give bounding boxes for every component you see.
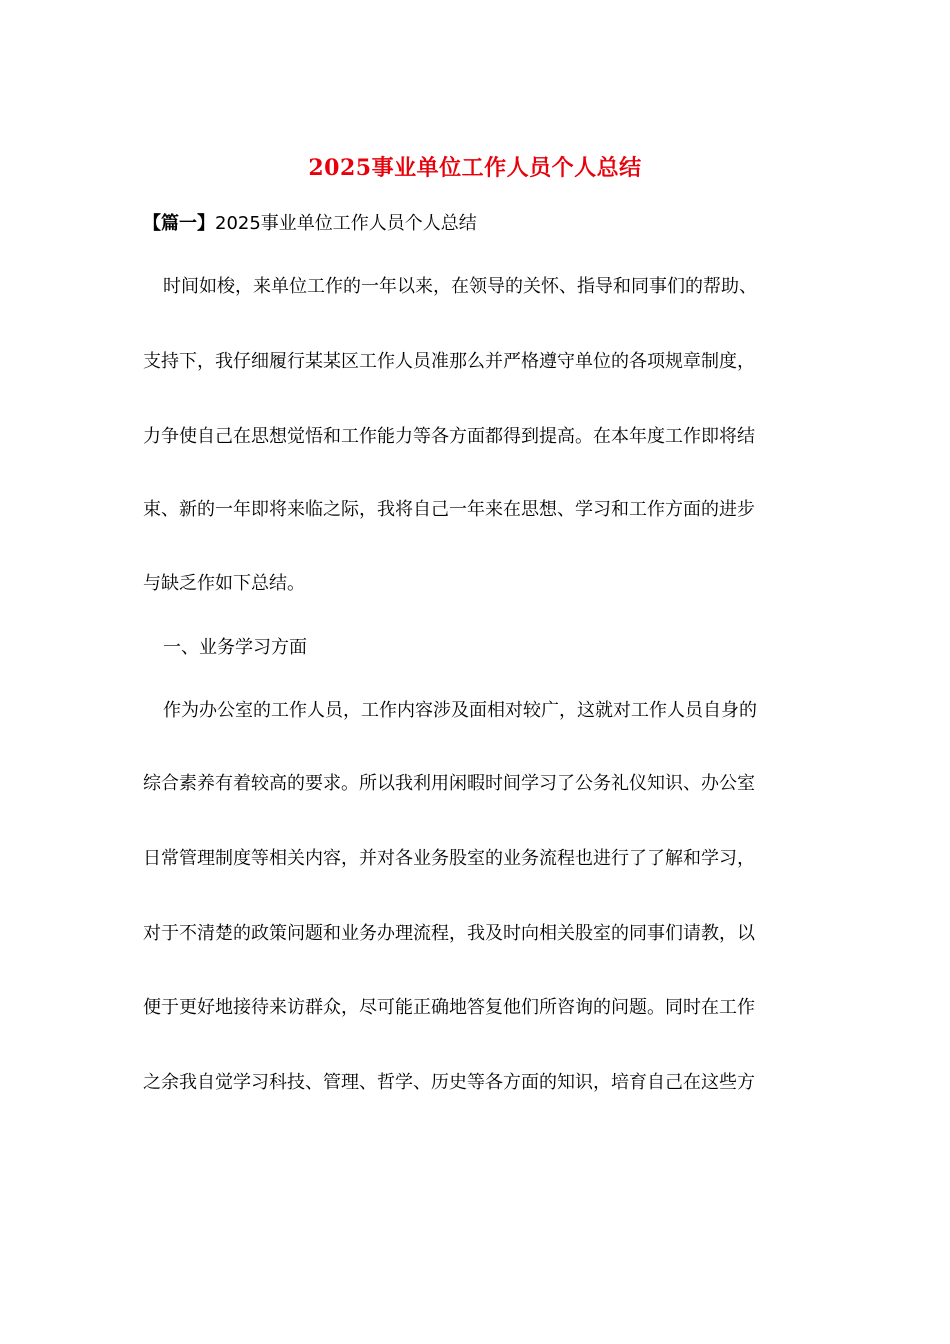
paragraph-line: 之余我自觉学习科技、管理、哲学、历史等各方面的知识，培育自己在这些方 (143, 1072, 755, 1093)
paragraph-line: 对于不清楚的政策问题和业务办理流程，我及时向相关股室的同事们请教，以 (143, 923, 755, 944)
document-title: 2025事业单位工作人员个人总结 (308, 155, 642, 181)
subtitle-text: 2025事业单位工作人员个人总结 (215, 213, 477, 234)
section-subtitle (143, 207, 477, 241)
paragraph-line: 综合素养有着较高的要求。所以我利用闲暇时间学习了公务礼仪知识、办公室 (143, 773, 755, 794)
paragraph-line: 力争使自己在思想觉悟和工作能力等各方面都得到提高。在本年度工作即将结 (143, 426, 755, 447)
paragraph-line: 时间如梭，来单位工作的一年以来，在领导的关怀、指导和同事们的帮助、 (163, 276, 757, 297)
section-heading: 一、业务学习方面 (163, 637, 307, 658)
paragraph-line: 作为办公室的工作人员，工作内容涉及面相对较广，这就对工作人员自身的 (163, 700, 757, 721)
paragraph-line: 日常管理制度等相关内容，并对各业务股室的业务流程也进行了了解和学习， (143, 848, 755, 869)
paragraph-line: 支持下，我仔细履行某某区工作人员准那么并严格遵守单位的各项规章制度， (143, 351, 755, 372)
paragraph-line: 与缺乏作如下总结。 (143, 573, 305, 594)
subtitle-prefix: 【篇一】 (143, 213, 215, 234)
paragraph-line: 束、新的一年即将来临之际，我将自己一年来在思想、学习和工作方面的进步 (143, 499, 755, 520)
paragraph-line: 便于更好地接待来访群众，尽可能正确地答复他们所咨询的问题。同时在工作 (143, 997, 755, 1018)
